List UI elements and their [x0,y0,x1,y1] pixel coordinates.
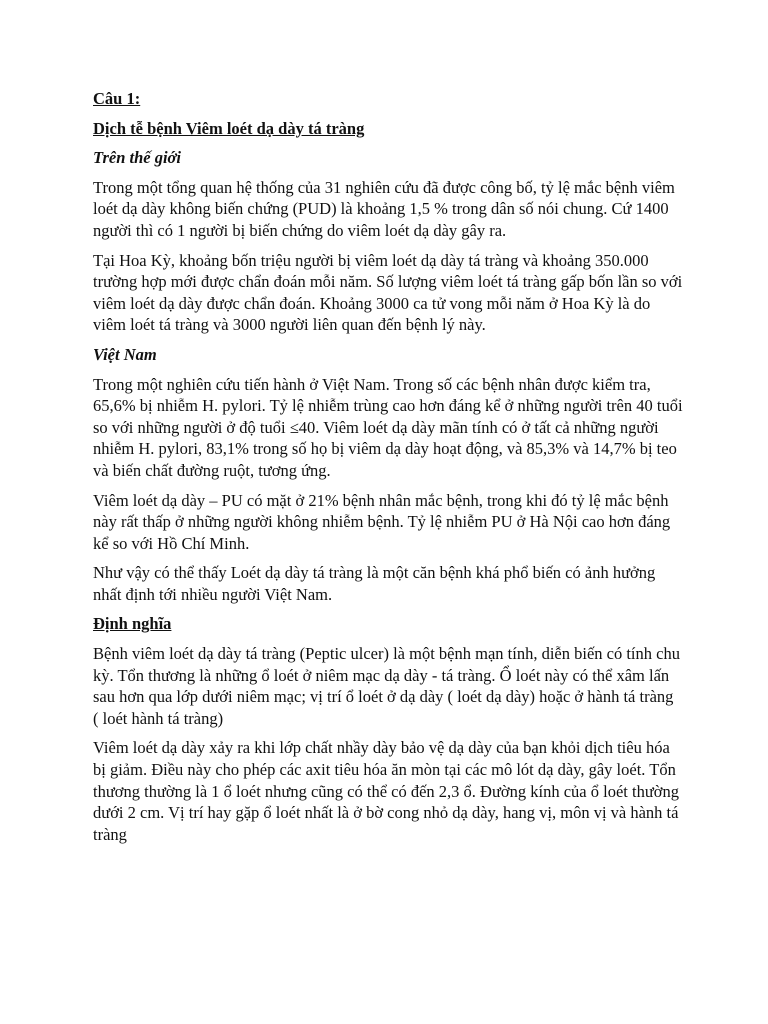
document-page [93,88,683,853]
definition-paragraph-1: Bệnh viêm loét dạ dày tá tràng (Peptic ulcer) là một bệnh mạn tính, diễn biến có tính chu kỳ. Tổn thương là những ổ loét ở niêm mạc dạ dày - tá tràng. Ổ loét này có thể xâm lấn sau hơn qua lớp dưới niêm mạc; vị trí ổ loét ở dạ dày ( loét dạ dày) hoặc ở hành tá tràng ( loét hành tá tràng) [93,644,680,728]
question-label: Câu 1: [93,89,141,108]
epidemiology-title: Dịch tễ bệnh Viêm loét dạ dày tá tràng [93,118,365,138]
definition-heading: Định nghĩa [93,614,172,634]
world-paragraph-2: Tại Hoa Kỳ, khoảng bốn triệu người bị viêm loét dạ dày tá tràng và khoảng 350.000 trường hợp mới được chẩn đoán mỗi năm. Số lượng viêm loét tá tràng gấp bốn lần so với viêm loét dạ dày được chẩn đoán. Khoảng 3000 ca tử vong mỗi năm ở Hoa Kỳ là do viêm loét tá tràng và 3000 người liên quan đến bệnh lý này. [93,250,683,335]
vietnam-paragraph-3: Như vậy có thể thấy Loét dạ dày tá tràng là một căn bệnh khá phổ biến có ảnh hưởng nhất định tới nhiều người Việt Nam. [93,563,656,604]
world-paragraph-1: Trong một tổng quan hệ thống của 31 nghiên cứu đã được công bố, tỷ lệ mắc bệnh viêm loét dạ dày không biến chứng (PUD) là khoảng 1,5 % trong dân số nói chung. Cứ 1400 người thì có 1 người bị biến chứng do viêm loét dạ dày gây ra. [93,177,675,240]
vietnam-paragraph-1: Trong một nghiên cứu tiến hành ở Việt Nam. Trong số các bệnh nhân được kiểm tra, 65,6% bị nhiễm H. pylori. Tỷ lệ nhiễm trùng cao hơn đáng kể ở những người trên 40 tuổi so với những người ở độ tuổi ≤40. Viêm loét dạ dày mãn tính có ở tất cả những người nhiễm H. pylori, 83,1% trong số họ bị viêm dạ dày hoạt động, và 85,3% và 14,7% bị teo và biến chất đường ruột, tương ứng. [93,374,683,480]
world-heading: Trên thế giới [93,148,181,168]
definition-paragraph-2: Viêm loét dạ dày xảy ra khi lớp chất nhầy dày bảo vệ dạ dày của bạn khỏi dịch tiêu hóa bị giảm. Điều này cho phép các axit tiêu hóa ăn mòn tại các mô lót dạ dày, gây loét. Tổn thương thường là 1 ổ loét nhưng cũng có thể có đến 2,3 ổ. Đường kính của ổ loét thường dưới 2 cm. Vị trí hay gặp ổ loét nhất là ở bờ cong nhỏ dạ dày, hang vị, môn vị và hành tá tràng [93,738,679,844]
vietnam-heading: Việt Nam [93,344,157,364]
vietnam-paragraph-2: Viêm loét dạ dày – PU có mặt ở 21% bệnh nhân mắc bệnh, trong khi đó tỷ lệ mắc bệnh này rất thấp ở những người không nhiễm bệnh. Tỷ lệ nhiễm PU ở Hà Nội cao hơn đáng kể so với Hồ Chí Minh. [93,490,671,553]
